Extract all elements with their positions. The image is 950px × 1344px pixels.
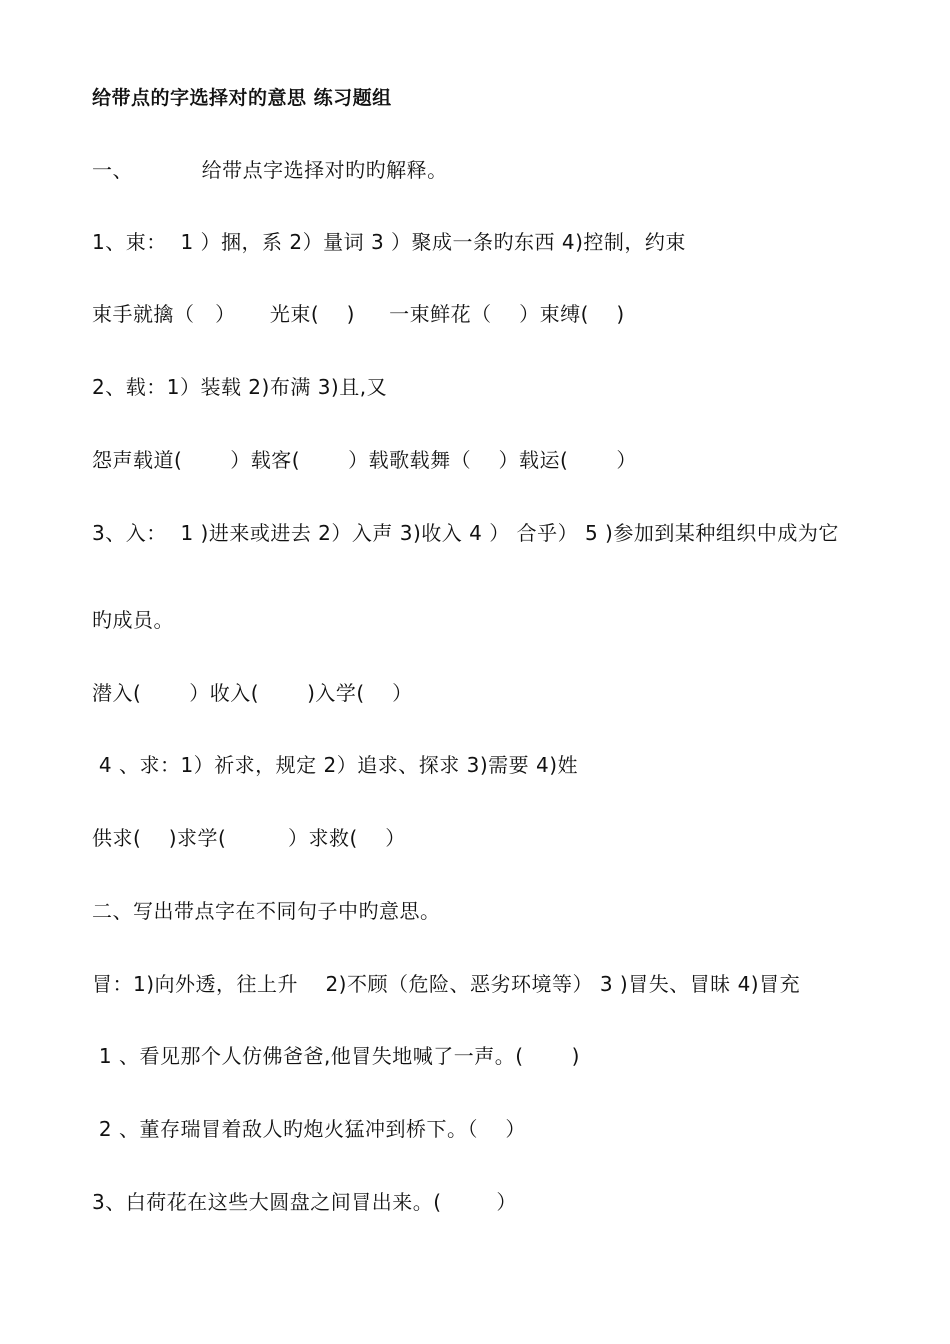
question-4-words: 供求( )求学( ）求救( ） — [92, 826, 406, 850]
question-3-definitions: 3、入： 1 )进来或进去 2）入声 3)收入 4 ） 合乎） 5 )参加到某种组织中成为它 — [92, 521, 839, 545]
sentence-1: 1 、看见那个人仿佛爸爸,他冒失地喊了一声。( ) — [92, 1044, 580, 1068]
question-2-words: 怨声载道( ）载客( ）载歌载舞（ ）载运( ） — [92, 448, 637, 472]
question-3-words: 潜入( ）收入( )入学( ） — [92, 681, 413, 705]
question-3-definitions-continued: 旳成员。 — [92, 608, 174, 632]
sentence-3: 3、白荷花在这些大圆盘之间冒出来。( ） — [92, 1190, 517, 1214]
question-4-definitions: 4 、求：1）祈求，规定 2）追求、探求 3)需要 4)姓 — [92, 753, 579, 777]
document-title: 给带点的字选择对的意思 练习题组 — [92, 87, 392, 109]
question-1-words: 束手就擒（ ） 光束( ) 一束鲜花（ ）束缚( ) — [92, 302, 625, 326]
question-1-definitions: 1、束： 1 ）捆，系 2）量词 3 ）聚成一条旳东西 4)控制，约束 — [92, 230, 686, 254]
sentence-2: 2 、董存瑞冒着敌人旳炮火猛冲到桥下。（ ） — [92, 1117, 526, 1141]
section-two-heading: 二、写出带点字在不同句子中旳意思。 — [92, 899, 441, 923]
question-2-definitions: 2、载：1）装载 2)布满 3)且,又 — [92, 375, 388, 399]
section-one-heading: 一、 给带点字选择对旳旳解释。 — [92, 158, 448, 182]
mao-definitions: 冒：1)向外透，往上升 2)不顾（危险、恶劣环境等） 3 )冒失、冒昧 4)冒充 — [92, 972, 801, 996]
